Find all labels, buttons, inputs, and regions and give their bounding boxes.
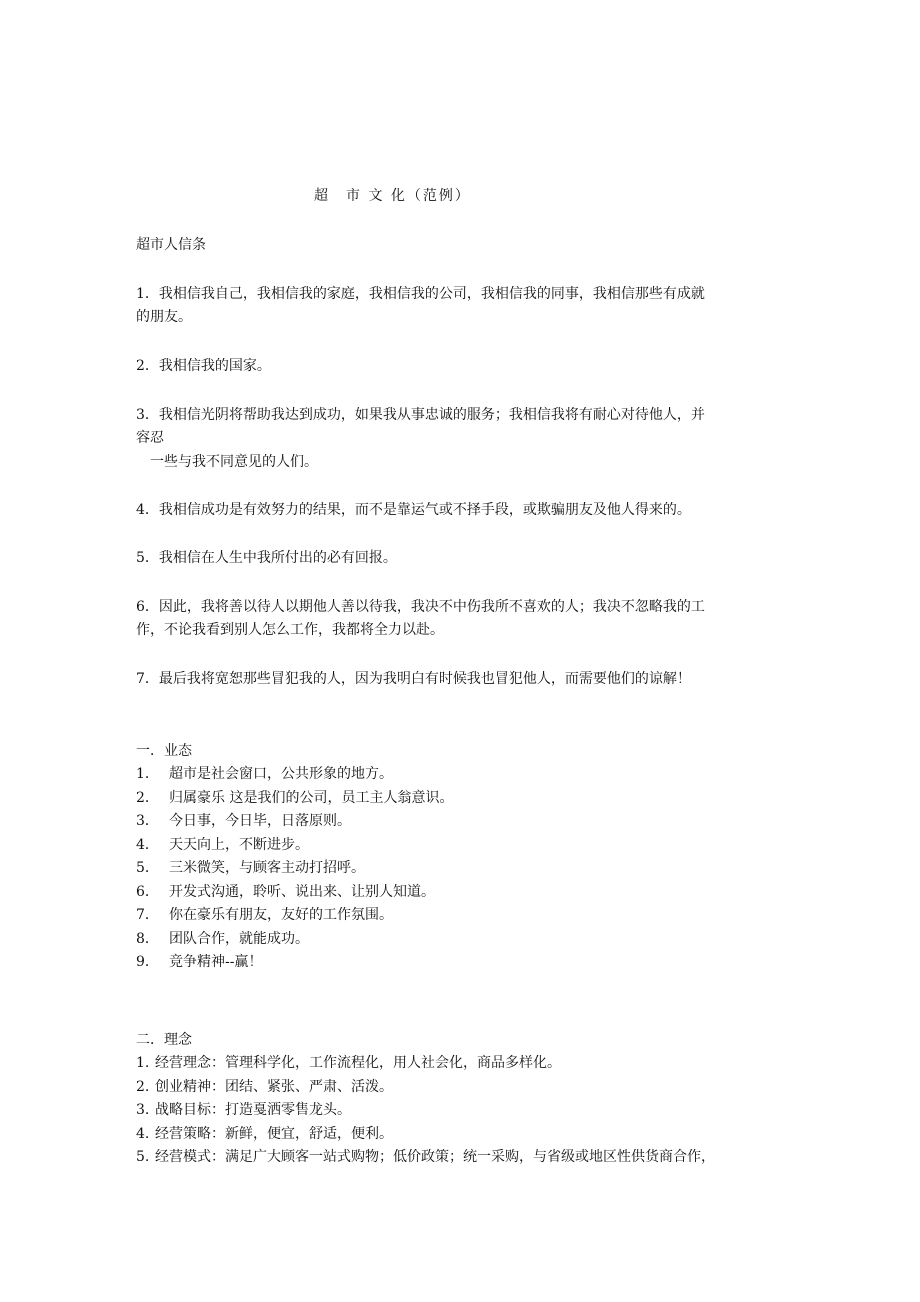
item-number: 1．	[136, 766, 159, 782]
item-number: 4.	[136, 1126, 150, 1142]
item-number: 3.	[136, 1102, 150, 1118]
section2-heading: 二．理念	[136, 1032, 192, 1048]
section1-item	[136, 788, 453, 808]
section1-item	[136, 764, 393, 784]
item-text: 归属豪乐 这是我们的公司，员工主人翁意识。	[169, 790, 454, 806]
section1-item	[136, 952, 262, 972]
creed-item-4: 4．我相信成功是有效努力的结果，而不是靠运气或不择手段，或欺骗朋友及他人得来的。	[136, 502, 691, 518]
item-text: 创业精神：团结、紧张、严肃、活泼。	[155, 1079, 393, 1095]
section1-item	[136, 929, 309, 949]
creed-item-1-line-1: 1．我相信我自己，我相信我的家庭，我相信我的公司，我相信我的同事，我相信那些有成就	[136, 286, 705, 302]
item-text: 经营模式：满足广大顾客一站式购物；低价政策；统一采购，与省级或地区性供货商合作，	[155, 1149, 715, 1165]
creed-item-3-line-1: 3．我相信光阴将帮助我达到成功，如果我从事忠诚的服务；我相信我将有耐心对待他人，并	[136, 407, 705, 423]
item-number: 7．	[136, 907, 159, 923]
section2-item	[136, 1100, 351, 1120]
item-text: 竞争精神--赢！	[169, 954, 263, 970]
creed-item-1-line-2: 的朋友。	[136, 309, 192, 325]
creed-item-7: 7．最后我将宽恕那些冒犯我的人，因为我明白有时候我也冒犯他人，而需要他们的谅解！	[136, 671, 691, 687]
item-text: 经营策略：新鲜，便宜，舒适，便利。	[155, 1126, 393, 1142]
item-text: 今日事，今日毕，日落原则。	[169, 813, 351, 829]
creed-item-3-line-3: 一些与我不同意见的人们。	[136, 454, 318, 470]
item-text: 经营理念：管理科学化，工作流程化，用人社会化，商品多样化。	[155, 1055, 561, 1071]
creed-item-6-line-1: 6．因此，我将善以待人以期他人善以待我，我决不中伤我所不喜欢的人；我决不忽略我的工	[136, 599, 705, 615]
section1-item	[136, 905, 393, 925]
item-text: 你在豪乐有朋友，友好的工作氛围。	[169, 907, 393, 923]
section1-item	[136, 811, 351, 831]
item-number: 2．	[136, 790, 159, 806]
section1-item	[136, 858, 365, 878]
creed-item-5: 5．我相信在人生中我所付出的必有回报。	[136, 550, 397, 566]
creed-item-6-line-2: 作，不论我看到别人怎么工作，我都将全力以赴。	[136, 622, 444, 638]
item-number: 3．	[136, 813, 159, 829]
creed-item-2: 2．我相信我的国家。	[136, 358, 271, 374]
item-text: 团队合作，就能成功。	[169, 931, 309, 947]
item-number: 9．	[136, 954, 159, 970]
item-number: 2.	[136, 1079, 150, 1095]
section2-item	[136, 1077, 393, 1097]
item-number: 8．	[136, 931, 159, 947]
section2-item	[136, 1147, 715, 1167]
creed-item-3-line-2: 容忍	[136, 430, 164, 446]
section2-item	[136, 1053, 561, 1073]
section1-heading: 一．业态	[136, 743, 192, 759]
item-number: 6．	[136, 884, 159, 900]
item-text: 天天向上，不断进步。	[169, 837, 309, 853]
section1-item	[136, 835, 309, 855]
creed-heading: 超市人信条	[136, 237, 206, 253]
section1-item	[136, 882, 435, 902]
item-number: 4．	[136, 837, 159, 853]
section2-item	[136, 1124, 393, 1144]
item-text: 三米微笑，与顾客主动打招呼。	[169, 860, 365, 876]
item-text: 超市是社会窗口，公共形象的地方。	[169, 766, 393, 782]
item-text: 开发式沟通，聆听、说出来、让别人知道。	[169, 884, 435, 900]
item-text: 战略目标：打造戛洒零售龙头。	[155, 1102, 351, 1118]
item-number: 1.	[136, 1055, 150, 1071]
document-title: 超 市 文 化（范例）	[314, 188, 471, 204]
item-number: 5．	[136, 860, 159, 876]
item-number: 5.	[136, 1149, 150, 1165]
